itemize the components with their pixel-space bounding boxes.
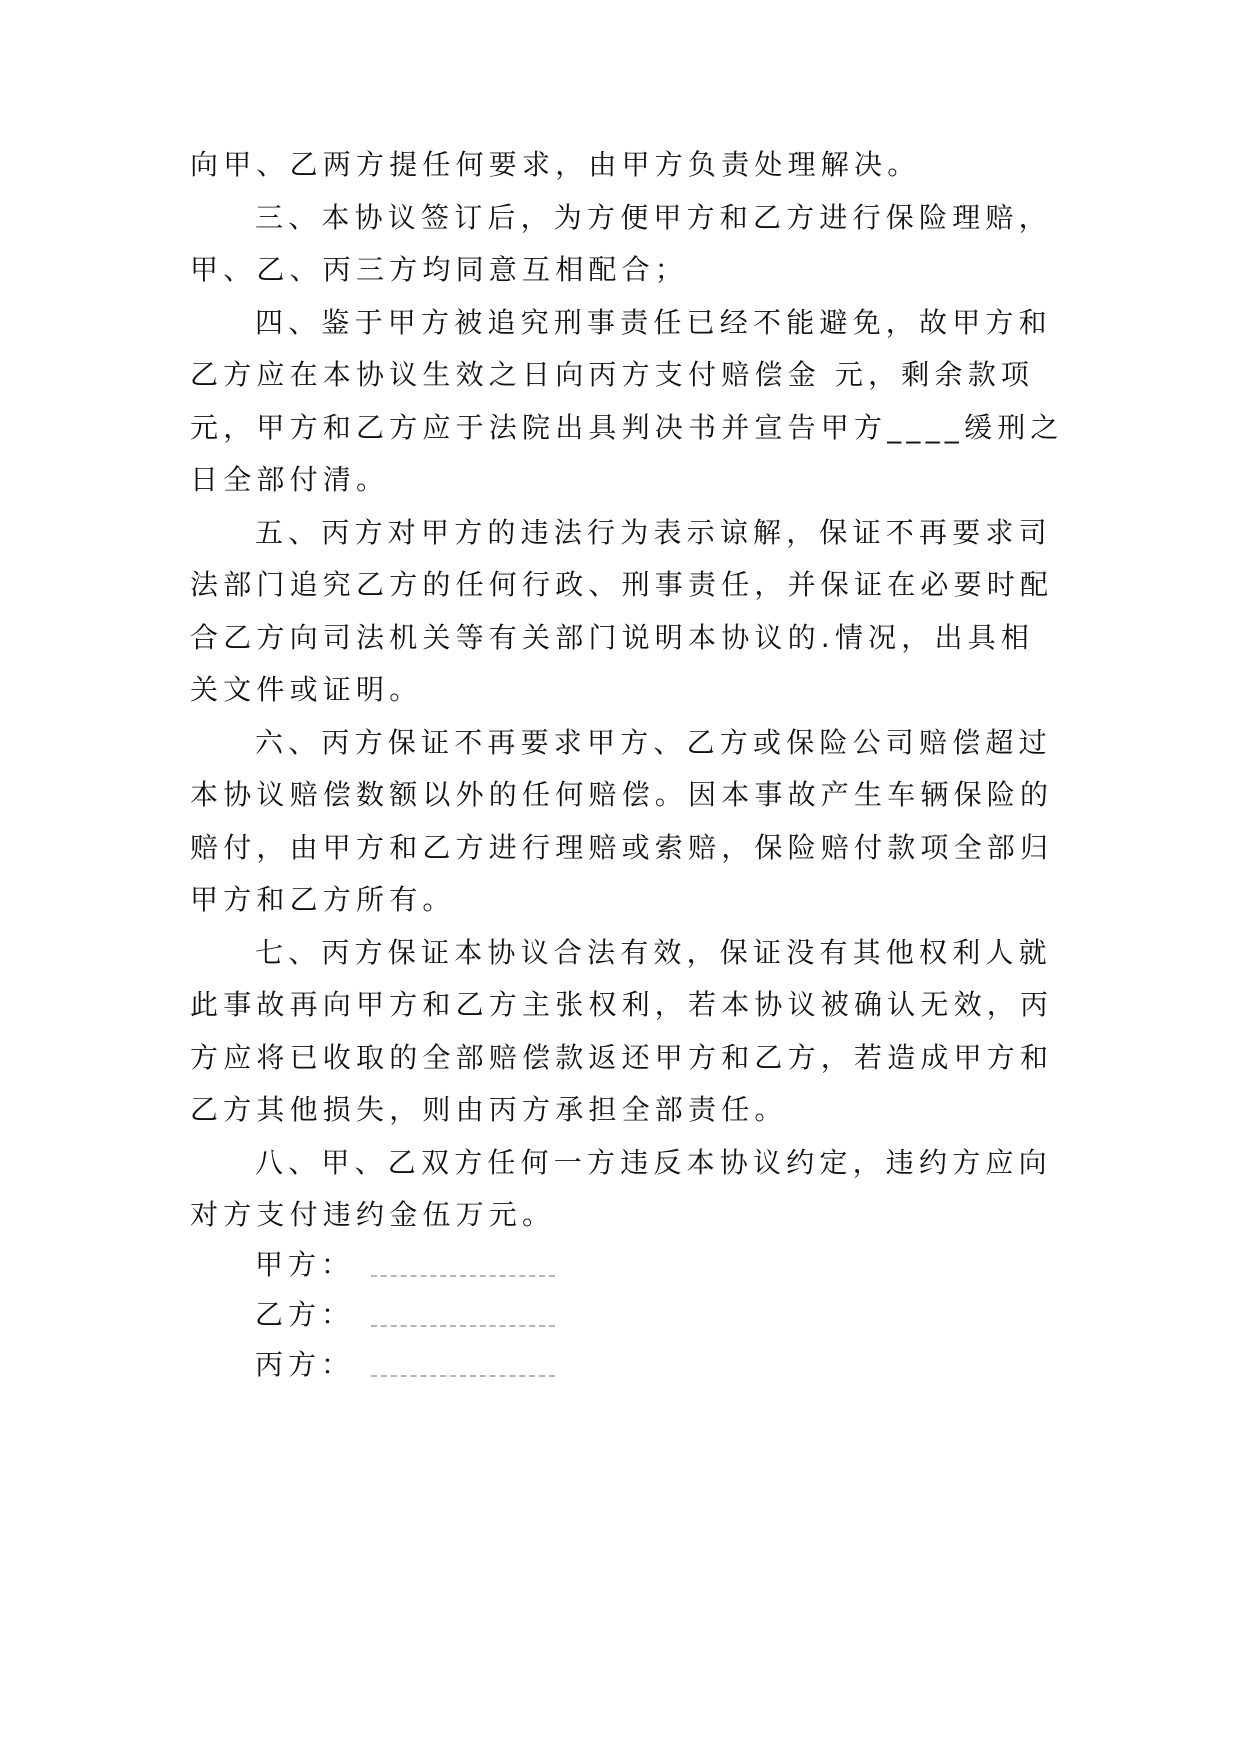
text-line: 八、甲、乙双方任何一方违反本协议约定，违约方应向 (255, 1145, 1052, 1179)
text-line: 六、丙方保证不再要求甲方、乙方或保险公司赔偿超过 (255, 725, 1052, 759)
text-line: 三、本协议签订后，为方便甲方和乙方进行保险理赔， (255, 200, 1052, 234)
text-line: 甲、乙、丙三方均同意互相配合； (190, 253, 689, 286)
text-line: 方应将已收取的全部赔偿款返还甲方和乙方，若造成甲方和 (190, 1040, 1054, 1074)
text-line: 甲方和乙方所有。 (190, 883, 456, 916)
signature-line (255, 1245, 354, 1285)
text-line: 法部门追究乙方的任何行政、刑事责任，并保证在必要时配 (190, 568, 1054, 601)
text-line: 日全部付清。 (190, 463, 390, 496)
text-line: 关文件或证明。 (190, 673, 423, 706)
signature-label: 乙方： (255, 1298, 355, 1331)
signature-blank (371, 1375, 555, 1377)
text-line: 赔付，由甲方和乙方进行理赔或索赔，保险赔付款项全部归 (190, 830, 1054, 864)
text-line: 元，甲方和乙方应于法院出具判决书并宣告甲方____缓刑之 (190, 410, 1064, 444)
text-line: 乙方其他损失，则由丙方承担全部责任。 (190, 1093, 788, 1126)
signature-blank (371, 1325, 555, 1327)
text-line: 七、丙方保证本协议合法有效，保证没有其他权利人就 (255, 935, 1052, 969)
signature-line (255, 1345, 354, 1385)
signature-blank (371, 1275, 555, 1277)
text-line: 向甲、乙两方提任何要求，由甲方负责处理解决。 (190, 148, 921, 181)
text-line: 本协议赔偿数额以外的任何赔偿。因本事故产生车辆保险的 (190, 778, 1054, 811)
signature-line (255, 1295, 354, 1335)
signature-label: 甲方： (255, 1248, 355, 1281)
text-line: 对方支付违约金伍万元。 (190, 1198, 556, 1231)
signature-label: 丙方： (255, 1348, 355, 1381)
text-line: 五、丙方对甲方的违法行为表示谅解，保证不再要求司 (255, 515, 1052, 549)
text-line: 此事故再向甲方和乙方主张权利，若本协议被确认无效，丙 (190, 988, 1054, 1021)
text-line: 合乙方向司法机关等有关部门说明本协议的.情况，出具相 (190, 620, 1035, 654)
text-line: 乙方应在本协议生效之日向丙方支付赔偿金 元，剩余款项 (190, 358, 1035, 391)
text-line: 四、鉴于甲方被追究刑事责任已经不能避免，故甲方和 (255, 305, 1052, 339)
